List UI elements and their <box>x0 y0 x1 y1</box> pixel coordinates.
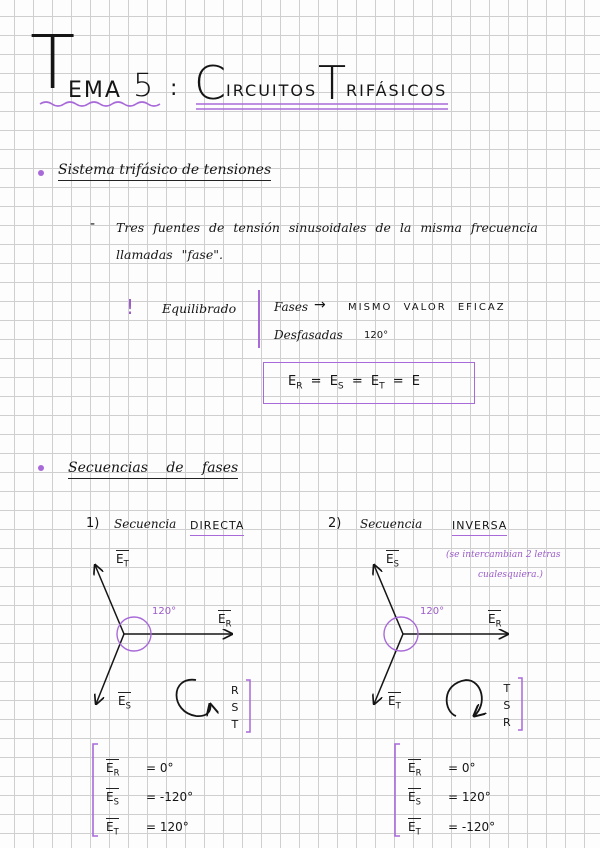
desfasadas-label: Desfasadas <box>274 328 343 342</box>
inversa-vector-s <box>374 565 403 634</box>
inversa-label-bottom-text: $E_T$ <box>388 694 401 711</box>
inversa-order-1: T <box>503 682 511 695</box>
inversa-row-2-value: = 120° <box>448 790 491 805</box>
directa-order-list <box>231 682 239 733</box>
inversa-label-top-text: $E_S$ <box>386 552 399 569</box>
directa-number: 1) <box>86 516 100 531</box>
section2-heading: Secuencias de fases <box>68 460 238 479</box>
inversa-row-1-vec: $E_R$ <box>408 761 422 778</box>
directa-row-2-value: = -120° <box>146 790 194 805</box>
definition-line-1: Tres fuentes de tensión sinusoidales de la misma frecuencia <box>116 220 538 235</box>
inversa-row-3-value: = -120° <box>448 819 496 834</box>
fases-label: Fases <box>274 300 309 314</box>
inversa-number: 2) <box>328 516 342 531</box>
title-tema: EMA <box>68 78 122 103</box>
inversa-label: Secuencia <box>360 517 423 531</box>
directa-table-row <box>106 785 193 814</box>
directa-table-bracket <box>93 744 98 836</box>
directa-label-right-text: $E_R$ <box>218 612 232 629</box>
directa-order-bracket <box>246 680 250 732</box>
inversa-note-line-2: cualesquiera.) <box>478 570 543 580</box>
inversa-order-bracket <box>518 678 522 730</box>
inversa-table-row <box>408 815 495 844</box>
directa-label-bottom-text: $E_S$ <box>118 694 131 711</box>
directa-table-row <box>106 815 193 844</box>
title-big-t2: T <box>318 56 347 110</box>
directa-rotation-arrow <box>177 680 211 716</box>
directa-order-1: R <box>231 684 239 697</box>
inversa-angle-label: 120° <box>420 606 445 617</box>
equilibrado-label: Equilibrado <box>162 301 237 316</box>
definition-line-2: llamadas "fase". <box>116 247 223 262</box>
directa-row-1-value: = 0° <box>146 761 174 775</box>
inversa-angle-table <box>408 756 495 844</box>
inversa-table-row <box>408 756 495 785</box>
arrow-glyph: → <box>314 297 326 313</box>
directa-angle-label: 120° <box>152 606 177 617</box>
directa-angle-table <box>106 756 193 844</box>
inversa-type: INVERSA <box>452 519 507 536</box>
inversa-rotation-arrow <box>447 680 482 716</box>
equation-text: $E_R = E_S = E_T = E$ <box>288 374 421 392</box>
inversa-table-row <box>408 785 495 814</box>
inversa-label-bottom <box>388 694 401 710</box>
inversa-table-bracket <box>395 744 400 836</box>
directa-label: Secuencia <box>114 517 177 531</box>
directa-row-3-vec: $E_T$ <box>106 819 119 837</box>
inversa-row-3-vec: $E_T$ <box>408 819 421 837</box>
directa-order-3: T <box>231 718 239 731</box>
directa-order-2: S <box>231 701 239 714</box>
title-number: 5 <box>133 66 154 104</box>
directa-table-row <box>106 756 193 785</box>
inversa-label-right <box>488 612 501 628</box>
exclamation-mark: ! <box>126 295 135 319</box>
inversa-order-3: R <box>503 716 511 729</box>
title-colon: : <box>170 76 178 101</box>
directa-label-top-text: $E_T$ <box>116 552 129 569</box>
fases-value: MISMO VALOR EFICAZ <box>348 302 506 313</box>
title-big-c: C <box>194 56 227 110</box>
directa-row-2-vec: $E_S$ <box>106 790 119 807</box>
title-big-t: T <box>30 20 76 106</box>
title-trifasicos: RIFÁSICOS <box>346 81 448 100</box>
inversa-order-list <box>503 680 511 731</box>
directa-label-right <box>218 612 231 628</box>
title-circuitos: IRCUITOS <box>226 81 318 100</box>
directa-row-3-value: = 120° <box>146 819 189 834</box>
inversa-note-line-1: (se intercambian 2 letras <box>446 550 561 560</box>
directa-label-bottom <box>118 694 131 710</box>
dash-marker: - <box>90 216 96 232</box>
directa-type: DIRECTA <box>190 519 244 536</box>
inversa-label-top <box>386 552 399 568</box>
directa-row-1-vec: $E_R$ <box>106 761 120 778</box>
directa-label-top <box>116 552 129 568</box>
section1-heading: Sistema trifásico de tensiones <box>58 162 271 181</box>
inversa-row-1-value: = 0° <box>448 761 476 775</box>
inversa-row-2-vec: $E_S$ <box>408 790 421 807</box>
inversa-label-right-text: $E_R$ <box>488 612 502 629</box>
inversa-order-2: S <box>503 699 511 712</box>
desfasadas-value: 120° <box>364 330 389 341</box>
